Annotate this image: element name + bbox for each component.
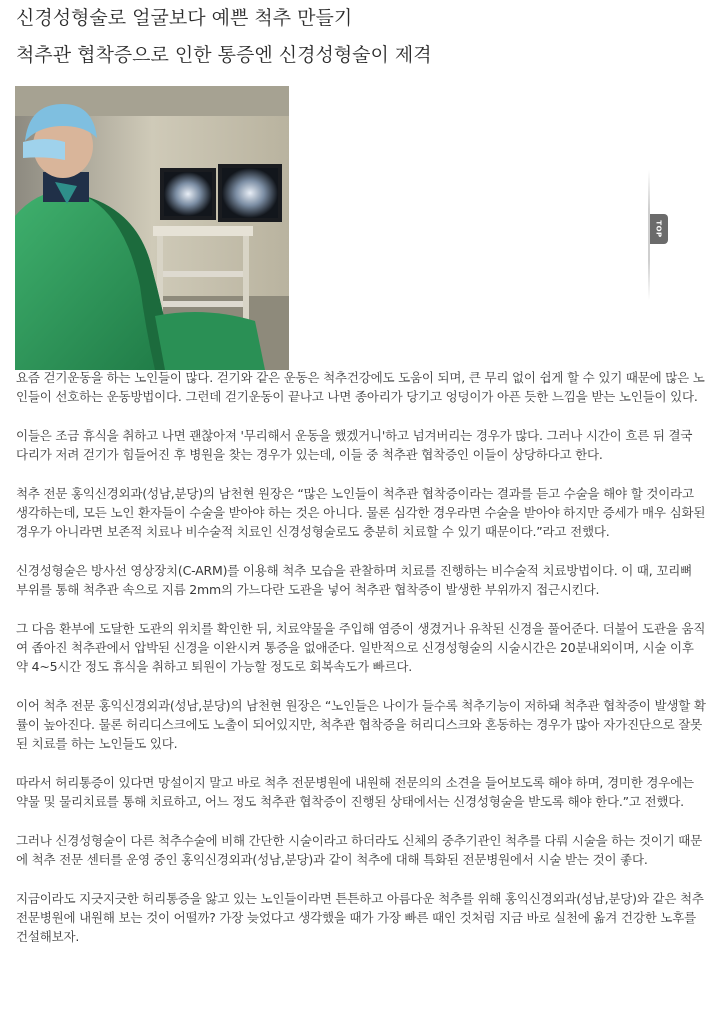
- article-paragraph: 신경성형술은 방사선 영상장치(C-ARM)를 이용해 척추 모습을 관찰하며 치료를 진행하는 비수술적 치료방법이다. 이 때, 꼬리뼈 부위를 통해 척추관 속으로 지름 2mm의 가느다란 도관을 넣어 척추관 협착증이 발생한 부위까지 접근시킨다.: [16, 563, 692, 597]
- article-paragraph: 척추 전문 홍익신경외과(성남,분당)의 남천현 원장은 “많은 노인들이 척추관 협착증이라는 결과를 듣고 수술을 해야 할 것이라고 생각하는데, 모든 노인 환자들이 수술을 받아야 하는 것은 아니다. 물론 심각한 경우라면 수술을 받아야 하지만 증세가 매우 심화된 경우가 아니라면 보존적 치료나 비수술적 치료인 신경성형술로도 충분히 치료할 수 있기 때문이다.”라고 전했다.: [16, 486, 706, 539]
- article-paragraph: 이어 척추 전문 홍익신경외과(성남,분당)의 남천현 원장은 “노인들은 나이가 들수록 척추기능이 저하돼 척추관 협착증이 발생할 확률이 높아진다. 물론 허리디스크에도 노출이 되어있지만, 척추관 협착증을 허리디스크와 혼동하는 경우가 많아 자가진단으로 잘못된 치료를 하는 노인들도 있다.: [16, 698, 706, 751]
- surgeon-photo: [15, 86, 289, 370]
- scroll-top-button[interactable]: [650, 214, 668, 244]
- scroll-top-label: TOP: [654, 220, 663, 238]
- article-paragraph: 이들은 조금 휴식을 취하고 나면 괜찮아져 '무리해서 운동을 했겠거니'하고 넘겨버리는 경우가 많다. 그러나 시간이 흐른 뒤 결국 다리가 저려 걷기가 힘들어진 후 병원을 찾는 경우가 있는데, 이들 중 척추관 협착증인 이들이 상당하다고 한다.: [16, 428, 693, 462]
- article-paragraph: 그러나 신경성형술이 다른 척추수술에 비해 간단한 시술이라고 하더라도 신체의 중추기관인 척추를 다뤄 시술을 하는 것이기 때문에 척추 전문 센터를 운영 중인 홍익신경외과(성남,분당)과 같이 척추에 대해 특화된 전문병원에서 시술 받는 것이 좋다.: [16, 833, 702, 867]
- article-paragraph: 따라서 허리통증이 있다면 망설이지 말고 바로 척추 전문병원에 내원해 전문의의 소견을 들어보도록 해야 하며, 경미한 경우에는 약물 및 물리치료를 통해 치료하고, 어느 정도 척추관 협착증이 진행된 상태에서는 신경성형술을 받도록 해야 한다.”고 전했다.: [16, 775, 694, 809]
- article-title: 신경성형술로 얼굴보다 예쁜 척추 만들기: [16, 7, 353, 29]
- article-body: [16, 368, 706, 966]
- article-paragraph: 지금이라도 지긋지긋한 허리통증을 앓고 있는 노인들이라면 튼튼하고 아름다운 척추를 위해 홍익신경외과(성남,분당)와 같은 척추 전문병원에 내원해 보는 것이 어떨까? 가장 늦었다고 생각했을 때가 가장 빠른 때인 것처럼 지금 바로 실천에 옮겨 건강한 노후를 건설해보자.: [16, 891, 704, 944]
- article-paragraph: 그 다음 환부에 도달한 도관의 위치를 확인한 뒤, 치료약물을 주입해 염증이 생겼거나 유착된 신경을 풀어준다. 더불어 도관을 움직여 좁아진 척추관에서 압박된 신경을 이완시켜 통증을 없애준다. 일반적으로 신경성형술의 시술시간은 20분내외이며, 시술 이후 약 4~5시간 정도 휴식을 취하고 퇴원이 가능할 정도로 회복속도가 빠르다.: [16, 621, 706, 674]
- article-subtitle: 척추관 협착증으로 인한 통증엔 신경성형술이 제격: [16, 44, 432, 66]
- article-paragraph: 요즘 걷기운동을 하는 노인들이 많다. 걷기와 같은 운동은 척추건강에도 도움이 되며, 큰 무리 없이 쉽게 할 수 있기 때문에 많은 노인들이 선호하는 운동방법이다. 그런데 걷기운동이 끝나고 나면 종아리가 당기고 엉덩이가 아픈 듯한 느낌을 받는 노인들이 있다.: [16, 370, 705, 404]
